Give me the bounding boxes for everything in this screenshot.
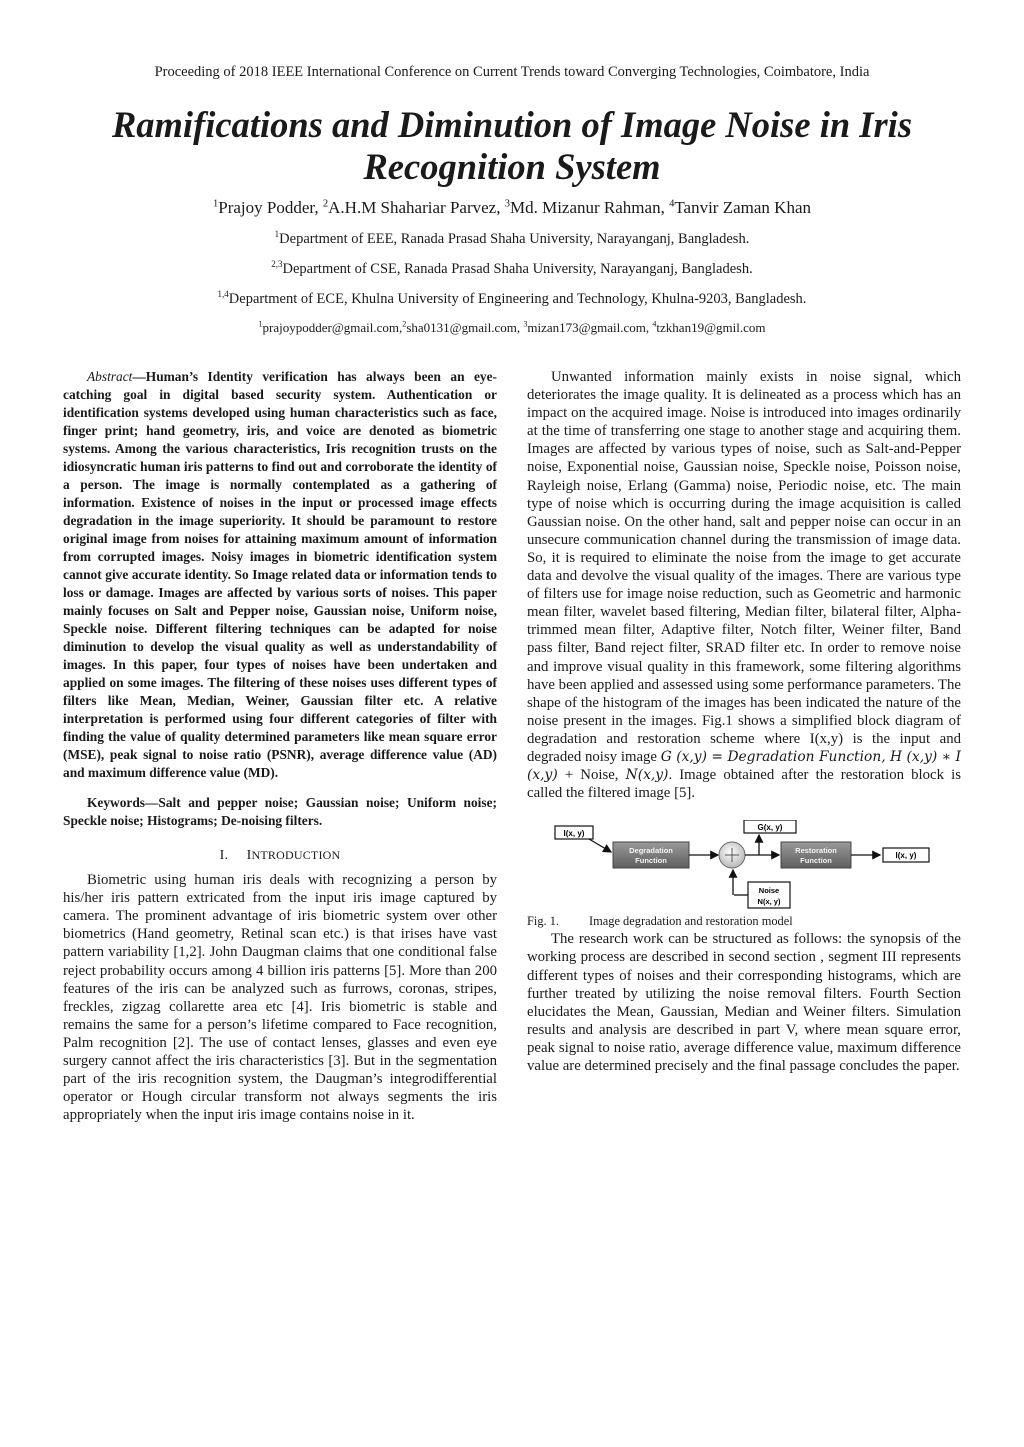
keywords: Keywords—Salt and pepper noise; Gaussian noise; Uniform noise; Speckle noise; Histograms; De-noising filters. <box>63 795 497 828</box>
noise-paragraph-end: . Image obtained after the restoration block is called the filtered image [5]. <box>527 767 961 802</box>
affiliation-2-text: Department of CSE, Ranada Prasad Shaha University, Narayanganj, Bangladesh. <box>282 261 753 277</box>
abstract-label: Abstract <box>87 369 133 384</box>
arrow-input <box>589 839 611 852</box>
figure-block-diagram <box>527 820 961 912</box>
author-4: Tanvir Zaman Khan <box>674 198 811 217</box>
equation-plus-noise: + Noise, <box>557 767 626 784</box>
email-4: tzkhan19@gmil.com <box>656 320 766 335</box>
affiliation-1-text: Department of EEE, Ranada Prasad Shaha University, Narayanganj, Bangladesh. <box>279 231 750 247</box>
affiliation-2-sup: 2,3 <box>271 259 283 270</box>
email-1-sup: 1 <box>258 319 263 329</box>
email-list <box>0 320 1024 336</box>
affiliation-1 <box>0 231 1024 248</box>
email-2-sup: 2 <box>402 319 407 329</box>
noise-paragraph <box>527 368 961 802</box>
figure-caption <box>527 912 961 930</box>
paper-title: Ramifications and Diminution of Image Noise in Iris Recognition System <box>111 104 913 187</box>
author-4-sup: 4 <box>669 198 675 210</box>
email-3: mizan173@gmail.com, <box>527 320 653 335</box>
author-2-sup: 2 <box>322 198 329 210</box>
left-column <box>63 368 497 1124</box>
affiliation-3 <box>0 291 1024 308</box>
degradation-label-line2: Function <box>635 856 667 866</box>
author-list <box>0 198 1024 218</box>
caption-text: Image degradation and restoration model <box>589 914 793 929</box>
affiliation-3-text: Department of ECE, Khulna University of Engineering and Technology, Khulna-9203, Bangladesh. <box>228 291 807 307</box>
email-1: prajoypodder@gmail.com, <box>262 320 403 335</box>
block-diagram-svg <box>527 820 961 912</box>
affiliation-1-sup: 1 <box>274 229 280 240</box>
affiliation-3-sup: 1,4 <box>217 289 229 300</box>
section-title-first: I <box>246 848 252 863</box>
noise-label-line2: N(x, y) <box>757 897 781 907</box>
noise-label-line1: Noise <box>758 886 780 896</box>
email-2: sha0131@gmail.com, <box>406 320 524 335</box>
noise-paragraph-text: Unwanted information mainly exists in noise signal, which deteriorates the image quality. It is delineated as a process which has an impact on the acquired image. Noise is introduced into images ordinarily at the time of transferring one stage to another stage and acquiring them. Images are affected by various types of noise, such as Salt-and-Pepper noise, Exponential noise, Gaussian noise, Speckle noise, Poisson noise, Rayleigh noise, Erlang (Gamma) noise, Periodic noise, etc. The main type of noise which is occurring during the image acquisition is called Gaussian noise. On the other hand, salt and pepper noise can occur in an unsecure communication channel during the transmission of image data. So, it is required to eliminate the noise from the image to get accurate data and devolve the visual quality of the images. There are various type of filters use for image noise reduction, such as Geometric and harmonic mean filter, wavelet based filtering, Median filter, bilateral filter, Alpha-trimmed mean filter, Adaptive filter, Notch filter, Weiner filter, Band pass filter, Band reject filter, SRAD filter etc. In order to remove noise and improve visual quality in this framework, some filtering algorithms have been applied and assessed using some performance parameters. The shape of the histogram of the images has been indicated the nature of the noise present in the images. Fig.1 shows a simplified block diagram of degradation and restoration scheme where I(x,y) is the input and degraded noisy image <box>527 369 961 765</box>
author-2: A.H.M Shahariar Parvez, <box>328 198 505 217</box>
equation-degradation: G (x,y) = Degradation Function, H (x,y) ∗ I (x,y) <box>527 748 962 784</box>
author-1: Prajoy Podder, <box>218 198 323 217</box>
equation-noise-term: N(x,y) <box>625 767 669 784</box>
caption-number: Fig. 1. <box>527 914 560 929</box>
abstract-text: —Human’s Identity verification has always been an eye-catching goal in digital based security system. Authentication or identification systems developed using human characteristics such as face, finger print; hand geometry, iris, and voice are denoted as biometric systems. Among the various characteristics, Iris recognition trusts on the idiosyncratic human iris patterns to find out and corroborate the identity of a person. The image is normally contemplated as a gathering of information. Existence of noises in the input or processed image effects degradation in the image superiority. It should be paramount to restore original image from noises for attaining maximum amount of information from corrupted images. Noisy images in biometric identification system cannot give accurate identity. So Image related data or information tends to loss or damage. Images are affected by various sorts of noises. This paper mainly focuses on Salt and Pepper noise, Gaussian noise, Uniform noise, Speckle noise. Different filtering techniques can be adapted for noise diminution to develop the visual quality as well as understandability of images. In this paper, four types of noises have been undertaken and applied on some images. The filtering of these noises uses different types of filters like Mean, Median, Weiner, Gaussian filter etc. A relative interpretation is performed using four different categories of filter with finding the value of quality determined parameters like mean square error (MSE), peak signal to noise ratio (PSNR), average difference value (AD) and maximum difference value (MD). <box>63 369 497 780</box>
input-label: I(x, y) <box>563 829 585 839</box>
introduction-paragraph: Biometric using human iris deals with recognizing a person by his/her iris pattern extricated from the input iris image captured by camera. The prominent advantage of iris biometric system over other biometrics (Hand geometry, Retinal scan etc.) is that irises have vast pattern variability [1,2]. John Daugman claims that one conditional false reject probability occurs among 4 billion iris patterns [5]. More than 200 features of the iris can be analyzed such as furrows, coronas, stripes, freckles, zigzag collarette area etc [4]. Iris biometric is stable and remains the same for a person’s lifetime compared to Face recognition, Palm recognition [2]. The use of contact lenses, glasses and even eye surgery cannot affect the iris characteristics [3]. But in the segmentation part of the iris recognition system, the Daugman’s integrodifferential operator or Hough circular transform not always segments the iris appropriately when the input iris image contains noise in it. <box>63 872 497 1124</box>
restoration-label-line2: Function <box>800 856 832 866</box>
structure-paragraph: The research work can be structured as follows: the synopsis of the working process are described in second section , segment III represents different types of noises and their corresponding histograms, which are further treated by utilizing the noise removal filters. Fourth Section elucidates the Mean, Gaussian, Median and Weiner filters. Simulation results and analysis are described in part V, where mean square error, peak signal to noise ratio, average difference value, maximum difference value are determined precisely and the final passage concludes the paper. <box>527 931 961 1074</box>
degradation-label-line1: Degradation <box>629 846 673 856</box>
section-heading-introduction <box>63 846 497 865</box>
author-1-sup: 1 <box>212 198 219 210</box>
right-column <box>527 368 961 1075</box>
restoration-label-line1: Restoration <box>795 846 837 856</box>
author-3: Md. Mizanur Rahman, <box>509 198 670 217</box>
section-title-rest: NTRODUCTION <box>251 848 341 862</box>
output-label: I(x, y) <box>895 851 917 861</box>
affiliation-2 <box>0 261 1024 278</box>
email-4-sup: 4 <box>652 319 657 329</box>
conference-header: Proceeding of 2018 IEEE International Conference on Current Trends toward Converging Technologies, Coimbatore, India <box>154 64 870 80</box>
section-number: I. <box>219 848 229 863</box>
abstract <box>63 368 497 782</box>
author-3-sup: 3 <box>504 198 510 210</box>
g-label: G(x, y) <box>757 823 783 833</box>
email-3-sup: 3 <box>523 319 528 329</box>
